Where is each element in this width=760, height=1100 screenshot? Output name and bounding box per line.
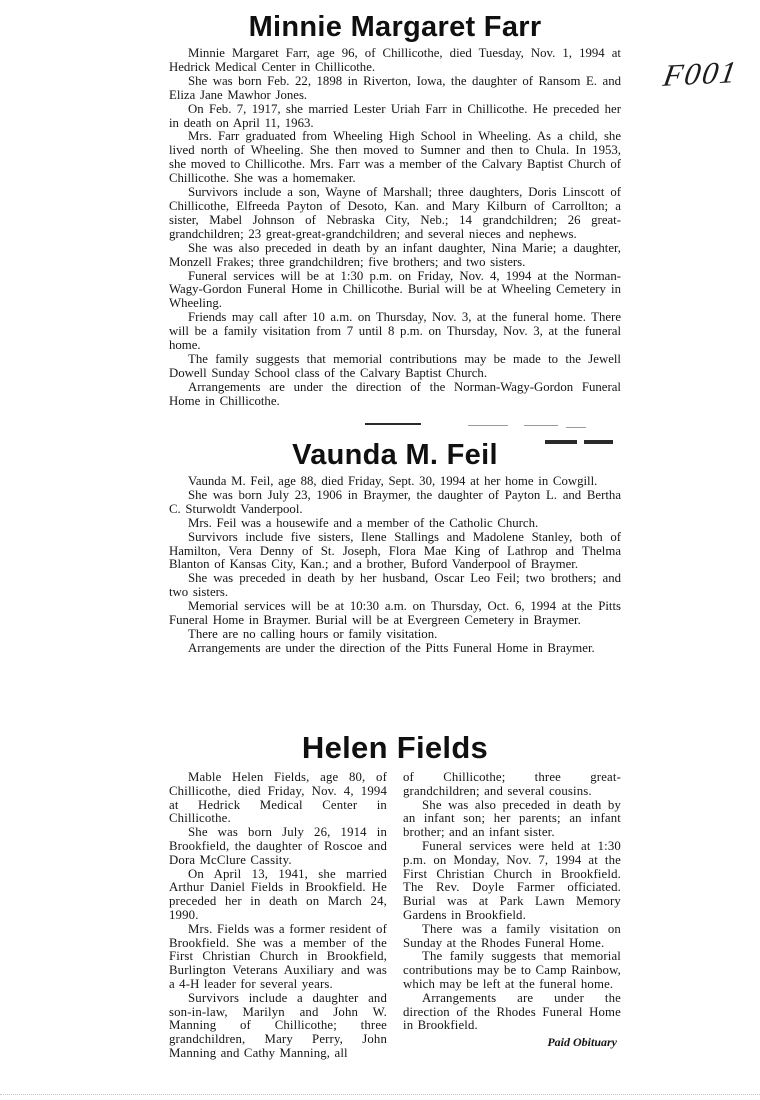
obituary-paragraph: Arrangements are under the direction of the Rhodes Funeral Home in Brookfield. [403,990,621,1033]
obituary-right-column [403,771,621,1061]
obituary-left-column [169,771,387,1061]
obituary-paragraph: She was born Feb. 22, 1898 in Riverton, Iowa, the daughter of Ransom E. and Eliza Jane Mawhor Jones. [169,73,621,102]
obituary-columns [169,771,621,1061]
obituary-title: Vaunda M. Feil [292,439,498,471]
obituary-paragraph: Mrs. Farr graduated from Wheeling High School in Wheeling. As a child, she lived north of Wheeling. She then moved to Sumner and then to Chula. In 1953, she moved to Chillicothe. Mrs. Farr was a member of the Calvary Baptist Church of Chillicothe. She was a homemaker. [169,129,621,186]
scan-artifact-dash [365,423,421,425]
obituary-paragraph: Memorial services will be at 10:30 a.m. on Thursday, Oct. 6, 1994 at the Pitts Funeral Home in Braymer. Burial will be at Evergreen Cemetery in Braymer. [169,599,621,628]
obituary-title: Minnie Margaret Farr [248,11,542,43]
obituary-fields [169,730,621,1061]
obituary-paragraph: She was born July 26, 1914 in Brookfield, the daughter of Roscoe and Dora McClure Cassity. [169,825,387,867]
scan-artifact-dash [468,425,508,426]
obituary-paragraph: She was preceded in death by her husband, Oscar Leo Feil; two brothers; and two sisters. [169,571,621,600]
obituary-paragraph: Survivors include a daughter and son-in-law, Marilyn and John W. Manning of Chillicothe; three grandchildren, Mary Perry, John Manning and Cathy Manning, all [169,990,387,1060]
obituary-farr [169,12,621,409]
obituary-paragraph: There are no calling hours or family visitation. [188,626,438,641]
obituary-feil [169,440,621,656]
obituary-paragraph: Survivors include five sisters, Ilene Stallings and Madolene Stanley, both of Hamilton, Vera Denny of St. Joseph, Flora Mae King of Lathrop and Thelma Blanton of Kansas City, Kan.; and a brother, Buford Vanderpool of Braymer. [169,529,621,572]
obituary-paragraph: Survivors include a son, Wayne of Marshall; three daughters, Doris Linscott of Chillicothe, Elfreeda Payton of Desoto, Kan. and Mary Kilburn of Carrollton; a sister, Mabel Johnson of Nebraska City, Neb.; 14 grandchildren; 26 great-grandchildren; 23 great-great-grandchildren; and several nieces and nephews. [169,185,621,241]
obituary-paragraph: She was also preceded in death by an infant son; her parents; an infant brother; and an infant sister. [403,797,621,840]
obituary-paragraph: Mable Helen Fields, age 80, of Chillicothe, died Friday, Nov. 4, 1994 at Hedrick Medical Center in Chillicothe. [169,770,387,826]
obituary-paragraph: Minnie Margaret Farr, age 96, of Chillicothe, died Tuesday, Nov. 1, 1994 at Hedrick Medical Center in Chillicothe. [169,46,621,74]
obituary-paragraph: Arrangements are under the direction of the Pitts Funeral Home in Braymer. [188,640,595,655]
obituary-paragraph: The family suggests that memorial contributions may be to Camp Rainbow, which may be left at the funeral home. [403,949,621,991]
obituary-paragraph: Mrs. Fields was a former resident of Brookfield. She was a member of the First Christian Church in Brookfield, Burlington Veterans Auxiliary and was a 4-H leader for several years. [169,921,387,991]
obituary-paragraph: On Feb. 7, 1917, she married Lester Uriah Farr in Chillicothe. He preceded her in death on April 11, 1963. [169,101,621,130]
obituary-paragraph: On April 13, 1941, she married Arthur Daniel Fields in Brookfield. He preceded her in death on March 24, 1990. [169,866,387,922]
handwritten-annotation: F001 [660,54,741,93]
obituary-paragraph: Friends may call after 10 a.m. on Thursday, Nov. 3, at the funeral home. There will be a family visitation from 7 until 8 p.m. on Thursday, Nov. 3, at the funeral home. [169,310,621,353]
obituary-paragraph: She was also preceded in death by an infant daughter, Nina Marie; a daughter, Monzell Frakes; three grandchildren; five brothers; and two sisters. [169,240,621,269]
obituary-paragraph: Arrangements are under the direction of the Norman-Wagy-Gordon Funeral Home in Chillicothe. [169,379,621,408]
obituary-paragraph: Vaunda M. Feil, age 88, died Friday, Sept. 30, 1994 at her home in Cowgill. [188,474,598,488]
obituary-paragraph: There was a family visitation on Sunday at the Rhodes Funeral Home. [403,921,621,950]
scan-artifact-dash [524,425,558,426]
obituary-paragraph: She was born July 23, 1906 in Braymer, the daughter of Payton L. and Bertha C. Sturwoldt Vanderpool. [169,487,621,516]
obituary-paragraph: of Chillicothe; three great-grandchildren; and several cousins. [403,770,621,798]
scan-artifact-dash [566,427,586,428]
paid-obituary-note: Paid Obituary [547,1035,617,1050]
obituary-paragraph: Funeral services will be at 1:30 p.m. on Friday, Nov. 4, 1994 at the Norman-Wagy-Gordon Funeral Home in Chillicothe. Burial will be at Wheeling Cemetery in Wheeling. [169,268,621,311]
obituary-paragraph: The family suggests that memorial contributions may be made to the Jewell Dowell Sunday School class of the Calvary Baptist Church. [169,351,621,380]
obituary-title: Helen Fields [301,730,489,765]
obituary-paragraph: Funeral services were held at 1:30 p.m. on Monday, Nov. 7, 1994 at the First Christian Church in Brookfield. The Rev. Doyle Farmer officiated. Burial was at Park Lawn Memory Gardens in Brookfield. [403,838,621,922]
obituary-paragraph: Mrs. Feil was a housewife and a member of the Catholic Church. [188,515,539,530]
page-bottom-rule [0,1094,760,1095]
